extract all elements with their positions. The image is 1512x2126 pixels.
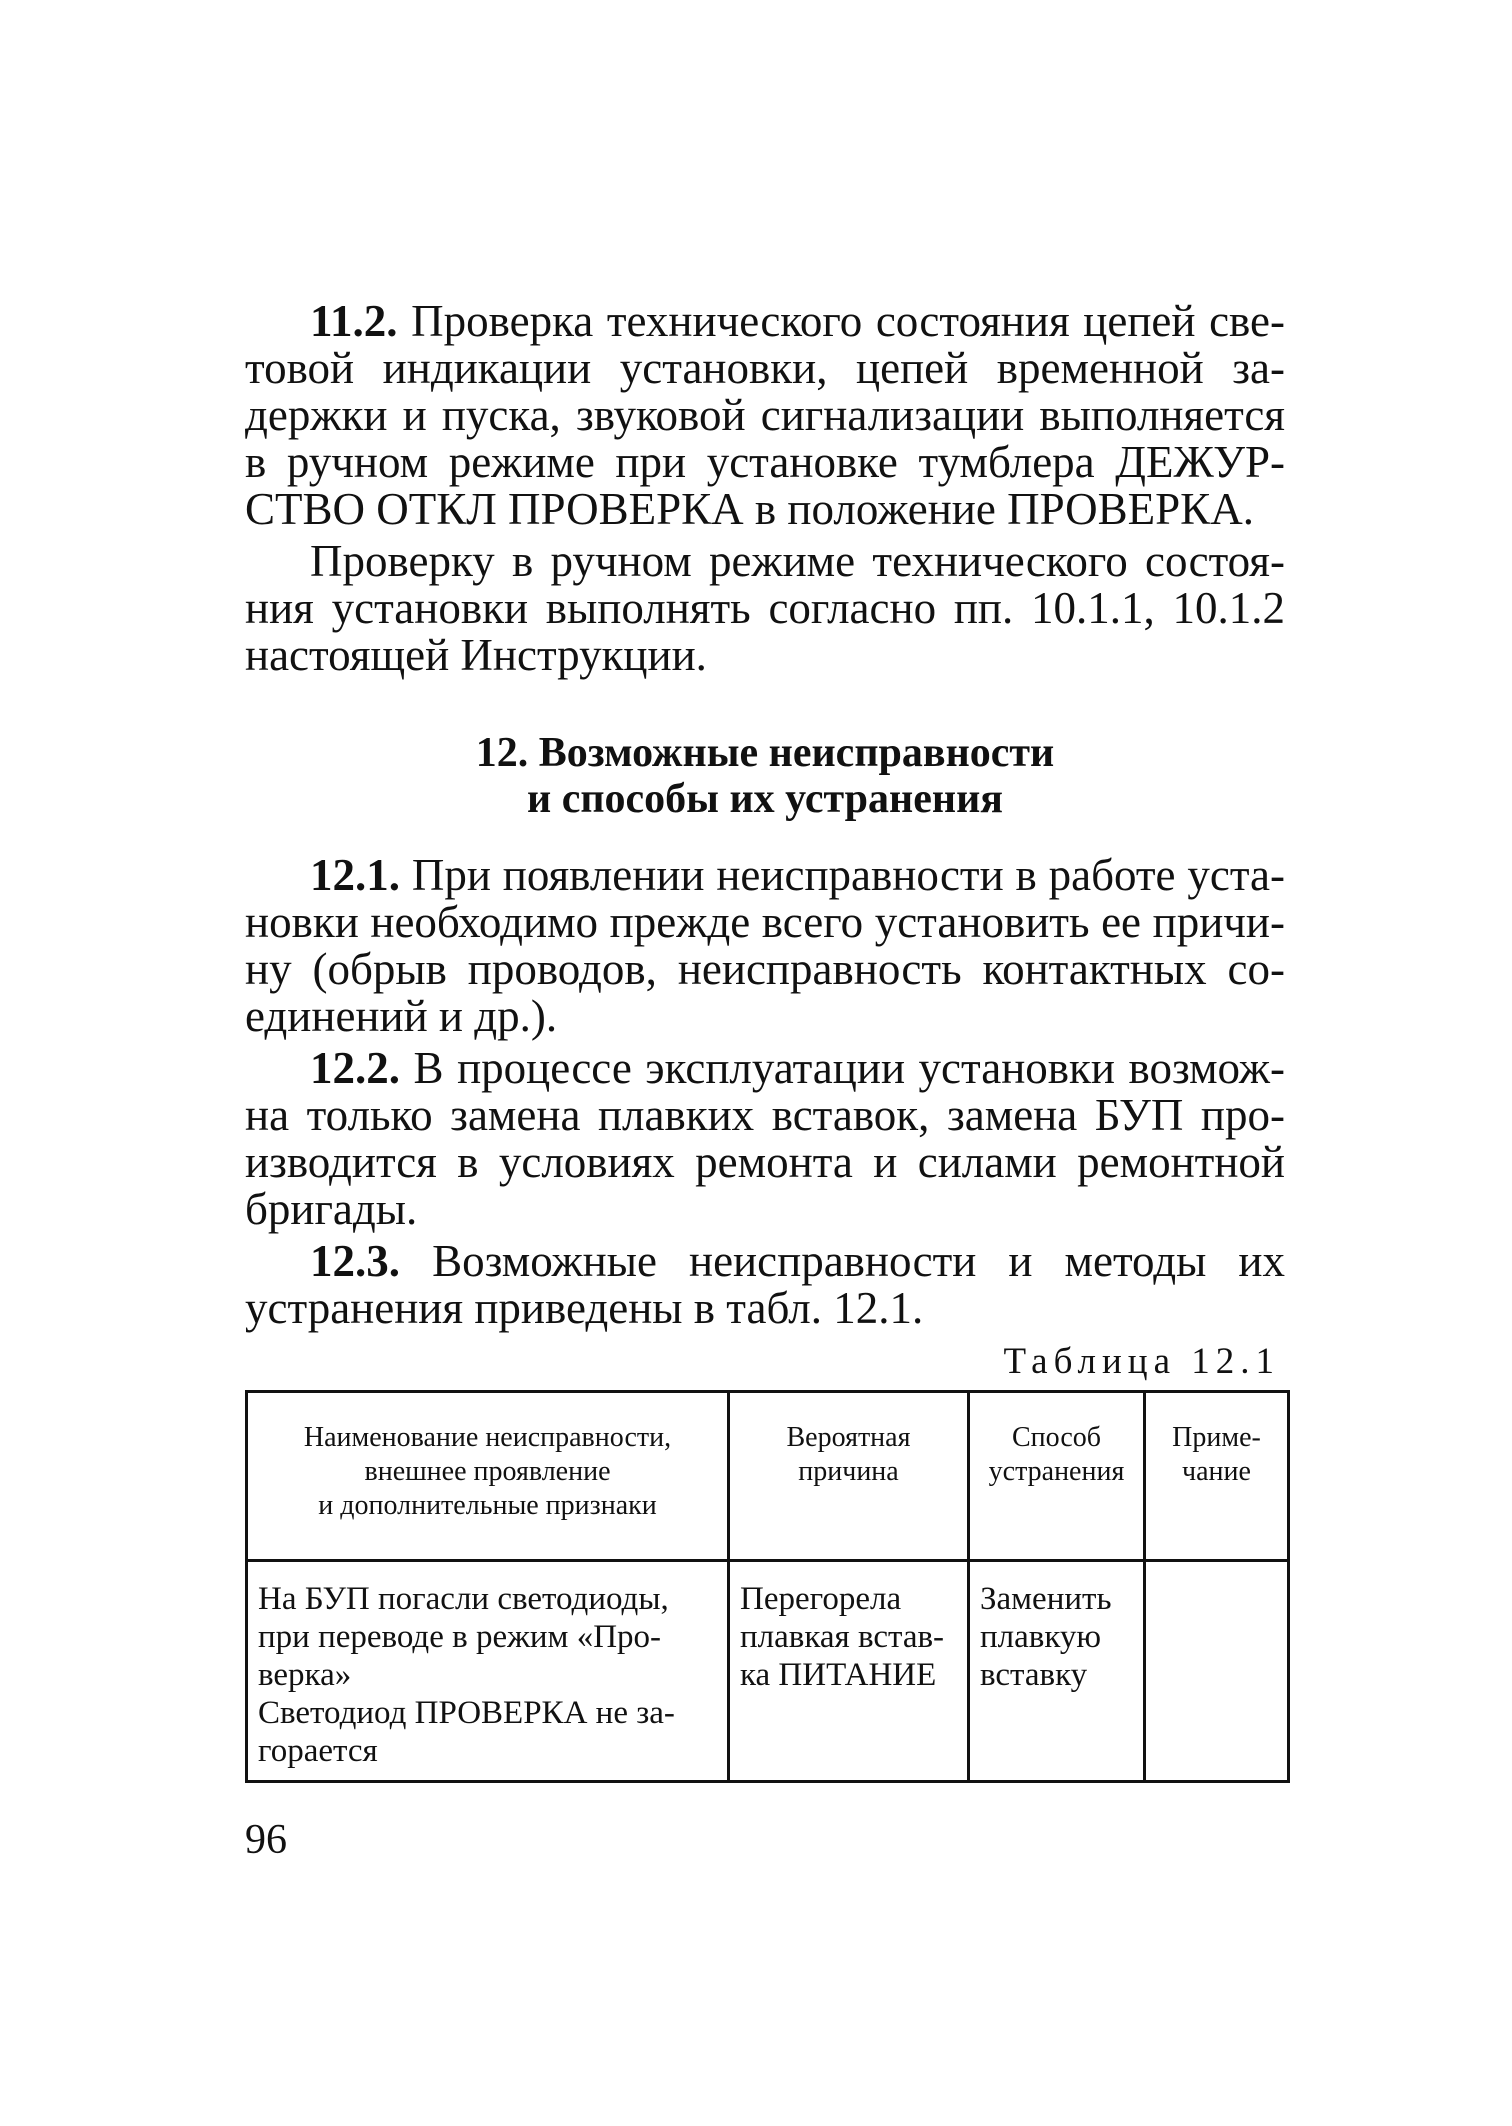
para-11-2-line-2: товой индикации установки, цепей временной за- [245,343,1285,393]
para-12-3-line-2: устранения приведены в табл. 12.1. [245,1283,924,1333]
para-12-1-line-4: единений и др.). [245,991,558,1041]
para-11-2b-line-2: ния установки выполнять согласно пп. 10.1.1, 10.1.2 [245,583,1285,633]
para-12-2-line-2: на только замена плавких вставок, замена БУП про- [245,1090,1285,1140]
para-12-3-line-1: 12.3. Возможные неисправности и методы их [310,1236,1286,1286]
header-note: Приме- чание [1145,1392,1289,1561]
section-heading-12-line-1: 12. Возможные неисправности [475,730,1055,776]
para-12-1-line-3: ну (обрыв проводов, неисправность контактных со- [245,944,1285,994]
page-number: 96 [245,1817,287,1863]
section-number-12-1: 12.1. [310,850,400,900]
header-remedy: Способ устранения [969,1392,1145,1561]
table-row [247,1561,1289,1782]
cell-fault-name: На БУП погасли светодиоды, при переводе в режим «Про- верка» Светодиод ПРОВЕРКА не за- горается [247,1561,729,1782]
para-11-2-line-4: в ручном режиме при установке тумблера ДЕЖУР- [245,437,1285,487]
para-11-2-line-3: держки и пуска, звуковой сигнализации выполняется [245,390,1285,440]
cell-note [1145,1561,1289,1782]
faults-table [245,1390,1290,1783]
para-11-2-line-5: СТВО ОТКЛ ПРОВЕРКА в положение ПРОВЕРКА. [245,484,1254,534]
para-12-2-line-3: изводится в условиях ремонта и силами ремонтной [245,1137,1285,1187]
header-probable-cause: Вероятная причина [729,1392,969,1561]
para-11-2b-line-3: настоящей Инструкции. [245,630,707,680]
para-12-2-line-1: 12.2. В процессе эксплуатации установки возмож- [310,1043,1286,1093]
header-fault-name: Наименование неисправности, внешнее проявление и дополнительные признаки [247,1392,729,1561]
para-12-2-line-4: бригады. [245,1184,418,1234]
section-heading-12-line-2: и способы их устранения [527,776,1003,822]
para-11-2b-line-1: Проверку в ручном режиме технического состоя- [310,536,1285,586]
cell-probable-cause: Перегорела плавкая встав- ка ПИТАНИЕ [729,1561,969,1782]
para-12-1-line-2: новки необходимо прежде всего установить ее причи- [245,897,1285,947]
section-number-12-2: 12.2. [310,1043,400,1093]
cell-remedy: Заменить плавкую вставку [969,1561,1145,1782]
para-12-1-line-1: 12.1. При появлении неисправности в работе уста- [310,850,1286,900]
section-number-11-2: 11.2. [310,296,398,346]
table-caption: Таблица 12.1 [1003,1341,1280,1382]
section-number-12-3: 12.3. [310,1236,400,1286]
table-header-row [247,1392,1289,1561]
para-11-2-line-1: 11.2. Проверка технического состояния цепей све- [310,296,1286,346]
